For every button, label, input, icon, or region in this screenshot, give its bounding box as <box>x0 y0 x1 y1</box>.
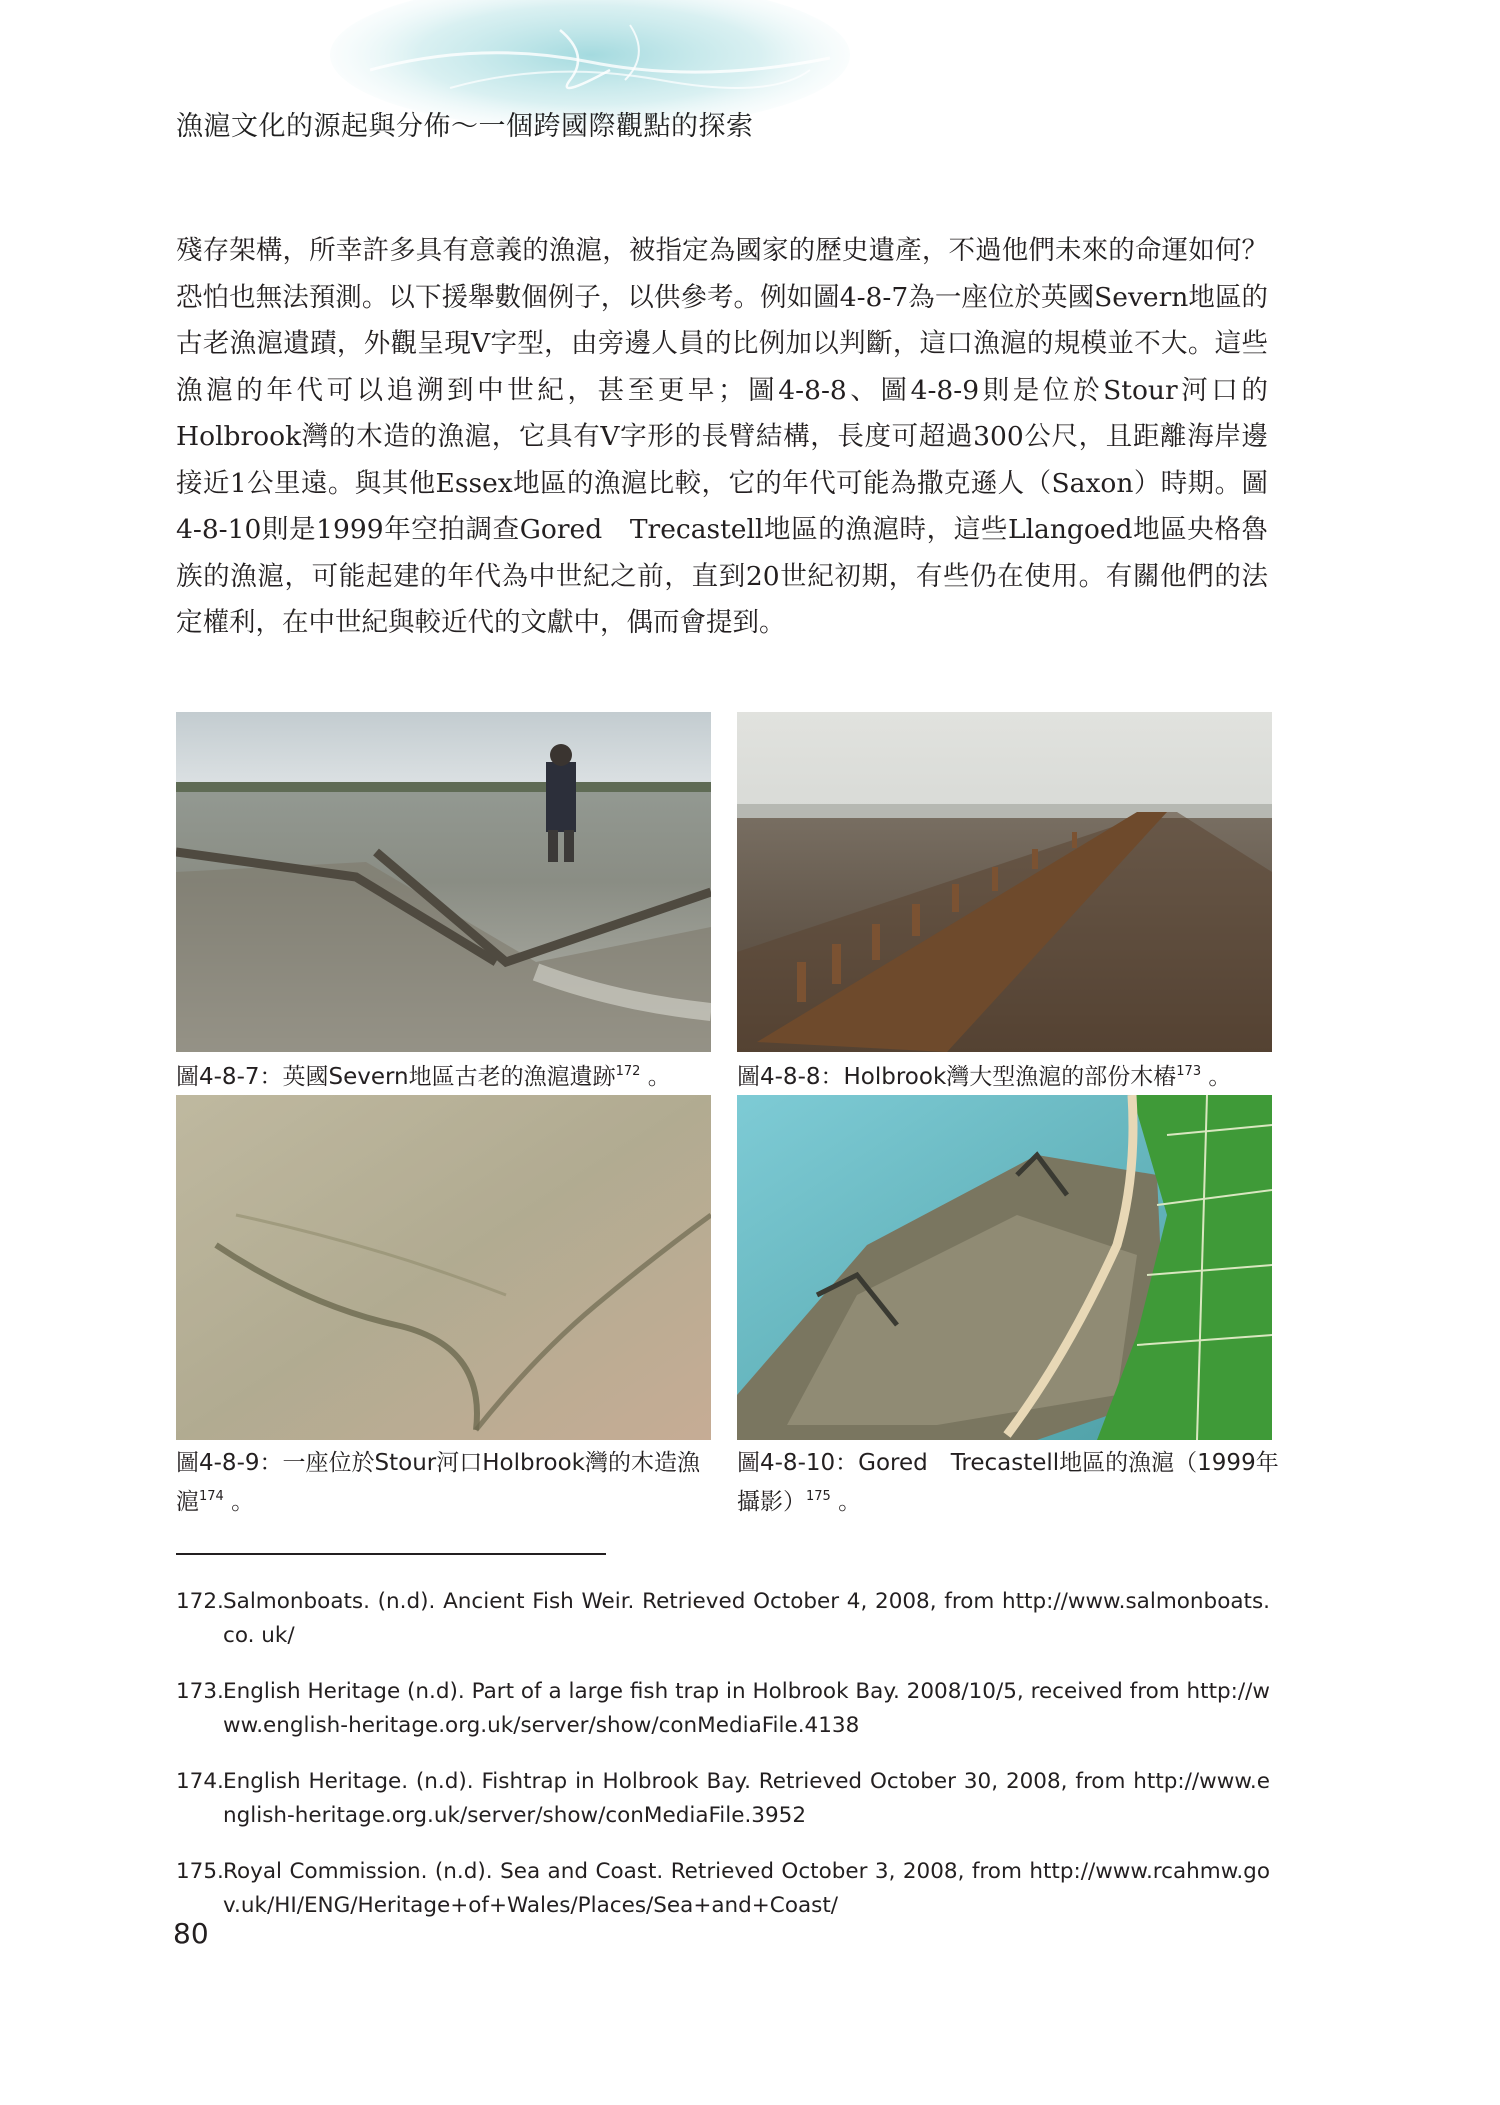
figure-4-8-10-photo <box>737 1095 1272 1440</box>
footnotes <box>176 1585 1270 1925</box>
body-paragraph: 殘存架構，所幸許多具有意義的漁滬，被指定為國家的歷史遺產，不過他們未來的命運如何？恐怕也無法預測。以下援舉數個例子，以供參考。例如圖4-8-7為一座位於英國Severn地區的古老漁滬遺蹟，外觀呈現V字型，由旁邊人員的比例加以判斷，這口漁滬的規模並不大。這些漁滬的年代可以追溯到中世紀，甚至更早；圖4-8-8、圖4-8-9則是位於Stour河口的Holbrook灣的木造的漁滬，它具有V字形的長臂結構，長度可超過300公尺，且距離海岸邊接近1公里遠。與其他Essex地區的漁滬比較，它的年代可能為撒克遜人（Saxon）時期。圖4-8-10則是1999年空拍調查Gored Trecastell地區的漁滬時，這些Llangoed地區央格魯族的漁滬，可能起建的年代為中世紀之前，直到20世紀初期，有些仍在使用。有關他們的法定權利，在中世紀與較近代的文獻中，偶而會提到。 <box>176 235 1268 638</box>
figure-4-8-7-caption: 圖4-8-7：英國Severn地區古老的漁滬遺跡$^{172}$ 。 <box>176 1064 671 1090</box>
page-number: 80 <box>173 1917 209 1950</box>
figure-4-8-7-photo <box>176 712 711 1052</box>
figure-4-8-8-photo <box>737 712 1272 1052</box>
footnote-172: 172. Salmonboats. (n.d). Ancient Fish Weir. Retrieved October 4, 2008, from http://www.salmonboats.co. uk/ <box>176 1589 1270 1648</box>
footnote-ref: 175 <box>806 1489 831 1504</box>
footnote-ref: 173 <box>1176 1064 1202 1079</box>
footnote-ref: 172 <box>615 1064 641 1079</box>
footnote-ref: 174 <box>199 1489 224 1504</box>
figure-4-8-10-caption: 圖4-8-10：Gored Trecastell地區的漁滬（1999年攝影）$^{175}$ 。 <box>737 1450 1279 1515</box>
body-text <box>176 228 1268 647</box>
figure-4-8-9-photo <box>176 1095 711 1440</box>
figure-4-8-8-caption: 圖4-8-8：Holbrook灣大型漁滬的部份木樁$^{173}$ 。 <box>737 1064 1232 1090</box>
footnote-174: 174. English Heritage. (n.d). Fishtrap in Holbrook Bay. Retrieved October 30, 2008, from http://www.english-heritage.org.uk/server/show/conMediaFile.3952 <box>176 1769 1270 1828</box>
footnote-175: 175. Royal Commission. (n.d). Sea and Coast. Retrieved October 3, 2008, from http://www.rcahmw.gov.uk/HI/ENG/Heritage+of+Wales/Places/Sea+and+Coast/ <box>176 1859 1270 1918</box>
running-header-title: 漁滬文化的源起與分佈～一個跨國際觀點的探索 <box>176 111 754 142</box>
figure-4-8-9-caption: 圖4-8-9：一座位於Stour河口Holbrook灣的木造漁滬$^{174}$ 。 <box>176 1450 700 1515</box>
footnote-divider <box>176 1553 606 1555</box>
footnote-173: 173. English Heritage (n.d). Part of a large fish trap in Holbrook Bay. 2008/10/5, received from http://www.english-heritage.org.uk/server/show/conMediaFile.4138 <box>176 1679 1270 1738</box>
